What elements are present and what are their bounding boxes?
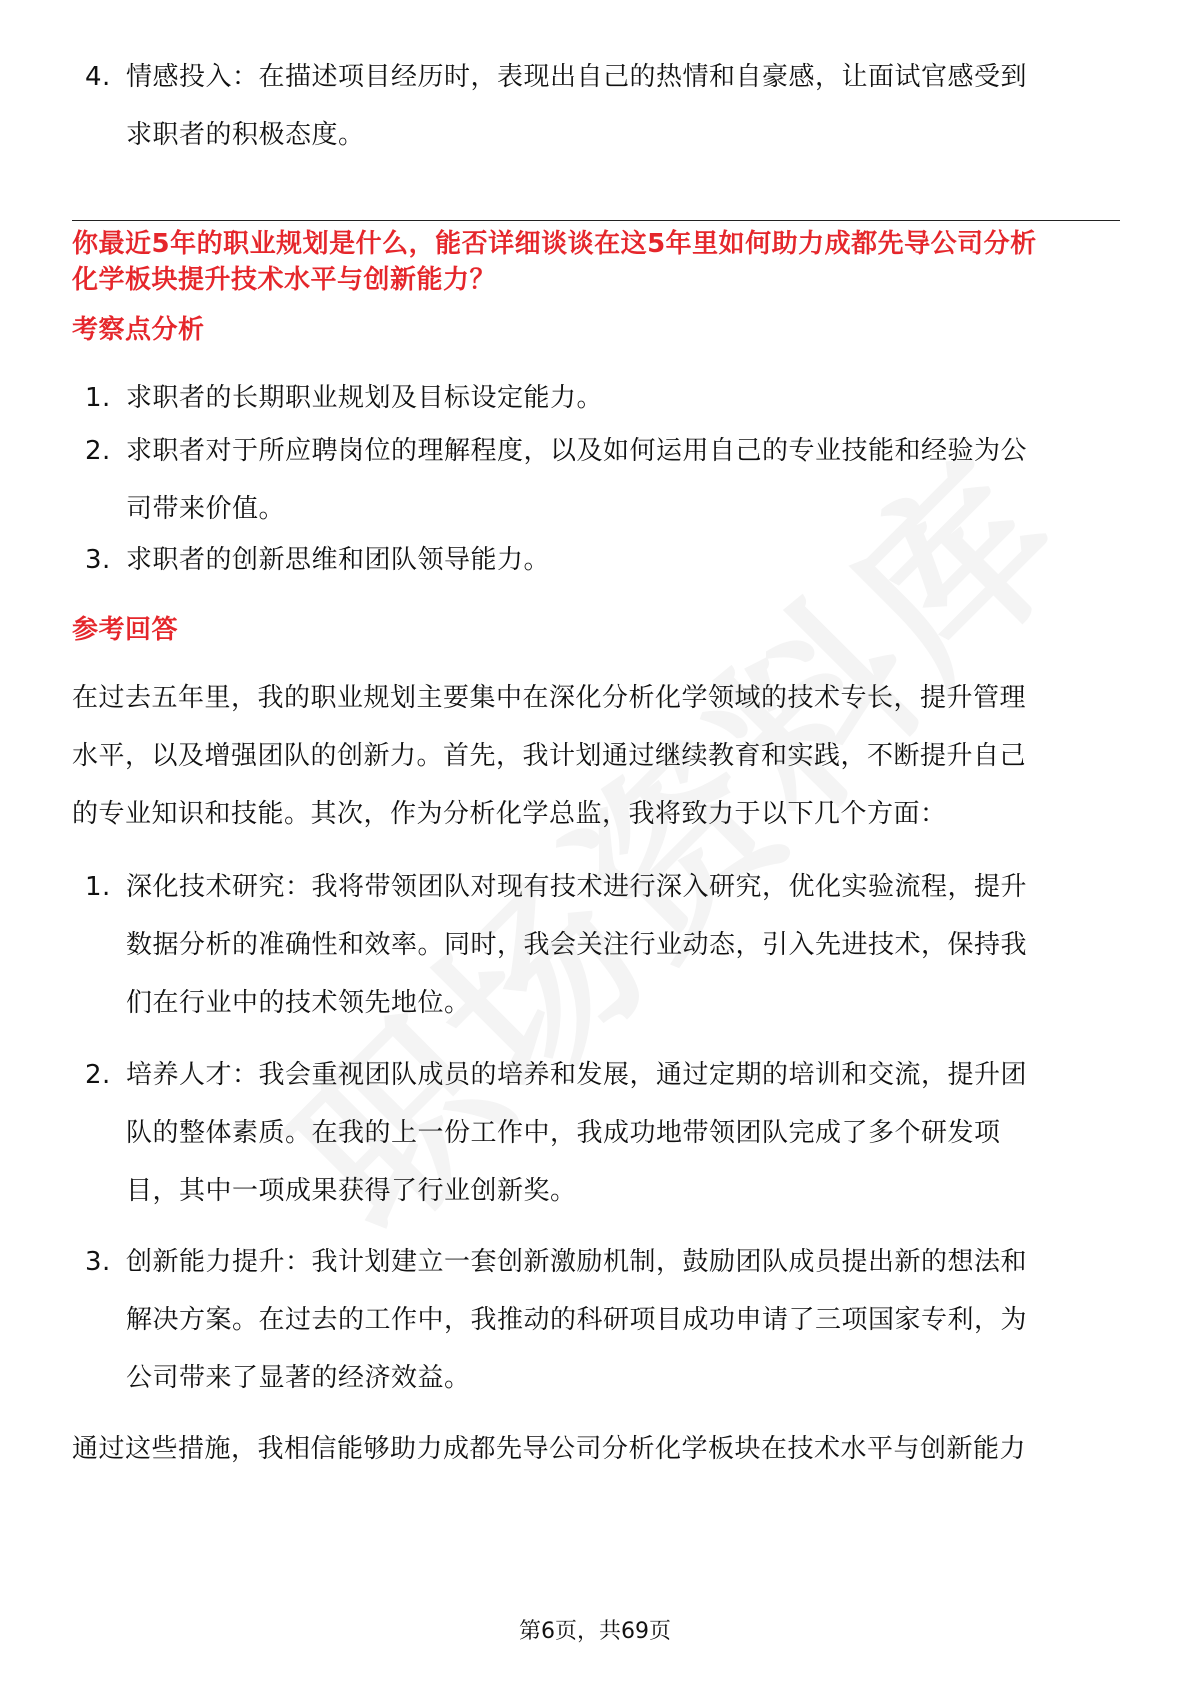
text-line: 数据分析的准确性和效率。同时，我会关注行业动态，引入先进技术，保持我 (126, 930, 1028, 960)
list-number: 1. (85, 872, 111, 902)
text-line: 深化技术研究：我将带领团队对现有技术进行深入研究，优化实验流程，提升 (126, 872, 1028, 902)
question-title (72, 226, 1118, 298)
list-number: 3. (85, 1247, 111, 1277)
text-line: 解决方案。在过去的工作中，我推动的科研项目成功申请了三项国家专利，为 (126, 1305, 1028, 1335)
list-text (126, 1046, 1116, 1220)
page-number: 第6页，共69页 (519, 1619, 671, 1644)
list-text (126, 48, 1116, 164)
text-line: 创新能力提升：我计划建立一套创新激励机制，鼓励团队成员提出新的想法和 (126, 1247, 1028, 1277)
list-text (126, 858, 1116, 1032)
text-line: 水平，以及增强团队的创新力。首先，我计划通过继续教育和实践，不断提升自己 (72, 741, 1027, 771)
text-line: 目，其中一项成果获得了行业创新奖。 (126, 1176, 577, 1206)
answer-intro (72, 669, 1118, 843)
text-line: 情感投入：在描述项目经历时，表现出自己的热情和自豪感，让面试官感受到 (126, 62, 1028, 92)
text-line: 求职者的长期职业规划及目标设定能力。 (126, 383, 604, 413)
answer-closing: 通过这些措施，我相信能够助力成都先导公司分析化学板块在技术水平与创新能力 (72, 1434, 1027, 1464)
list-number: 2. (85, 1060, 111, 1090)
text-line: 求职者的创新思维和团队领导能力。 (126, 545, 551, 575)
list-text (126, 369, 1116, 427)
text-line: 培养人才：我会重视团队成员的培养和发展，通过定期的培训和交流，提升团 (126, 1060, 1028, 1090)
list-number: 2. (85, 436, 111, 466)
text-line: 司带来价值。 (126, 494, 286, 524)
question-line: 化学板块提升技术水平与创新能力？ (72, 265, 497, 295)
text-line: 们在行业中的技术领先地位。 (126, 988, 471, 1018)
question-line: 你最近5年的职业规划是什么，能否详细谈谈在这5年里如何助力成都先导公司分析 (72, 229, 1037, 259)
section-divider (72, 220, 1120, 221)
list-text (126, 422, 1116, 538)
text-line: 的专业知识和技能。其次，作为分析化学总监，我将致力于以下几个方面： (72, 799, 947, 829)
list-number: 3. (85, 545, 111, 575)
text-line: 公司带来了显著的经济效益。 (126, 1363, 471, 1393)
analysis-heading: 考察点分析 (72, 315, 205, 345)
list-text (126, 1233, 1116, 1407)
answer-heading: 参考回答 (72, 615, 179, 645)
text-line: 在过去五年里，我的职业规划主要集中在深化分析化学领域的技术专长，提升管理 (72, 683, 1027, 713)
list-number: 1. (85, 383, 111, 413)
text-line: 队的整体素质。在我的上一份工作中，我成功地带领团队完成了多个研发项 (126, 1118, 1001, 1148)
text-line: 求职者对于所应聘岗位的理解程度，以及如何运用自己的专业技能和经验为公 (126, 436, 1028, 466)
list-text (126, 531, 1116, 589)
text-line: 求职者的积极态度。 (126, 120, 365, 150)
list-number: 4. (85, 62, 111, 92)
